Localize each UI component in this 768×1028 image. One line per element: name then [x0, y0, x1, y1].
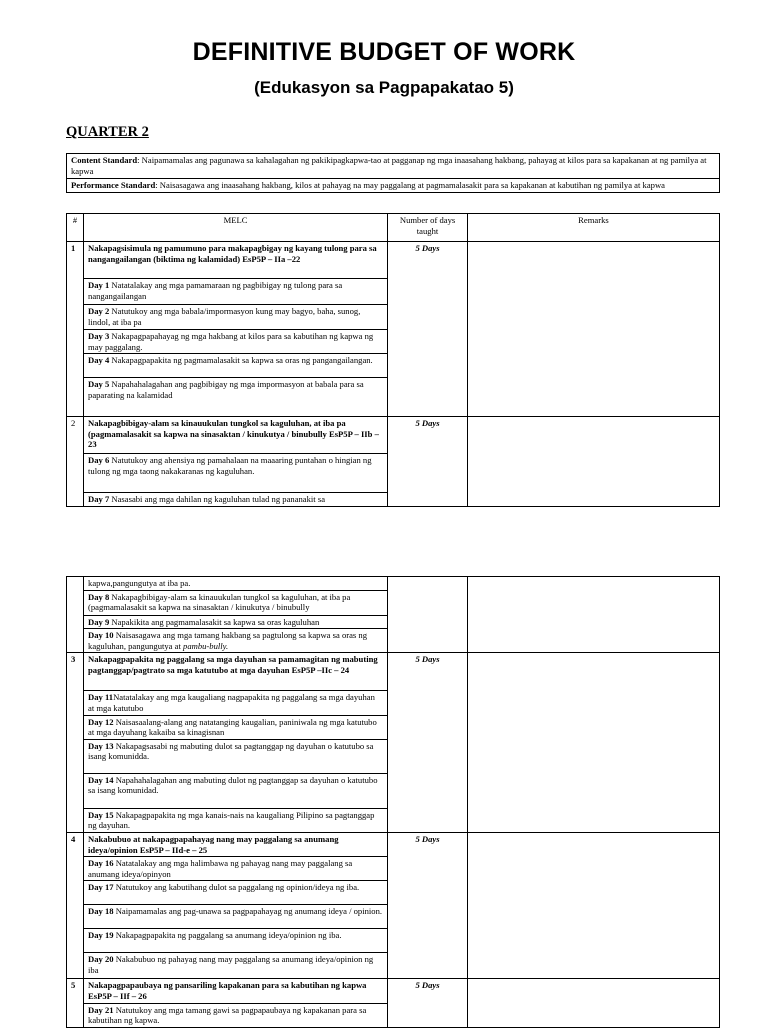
- day-row: Day 5 Napahahalagahan ang pagbibigay ng mga impormasyon at babala para sa paparating na kalamidad: [84, 378, 388, 417]
- day-row: Day 8 Nakapagbibigay-alam sa kinauukulan tungkol sa kaguluhan, at iba pa (pagmamalasakit sa kapwa na sinasaktan / kinukutya / binubully: [84, 590, 388, 615]
- day-row: Day 6 Natutukoy ang ahensiya ng pamahalaan na maaaring puntahan o hingian ng tulong ng mga taong nakakaranas ng kaguluhan.: [84, 454, 388, 493]
- day-row: Day 15 Nakapagpapakita ng mga kanais-nais na kaugaliang Pilipino sa pagtanggap ng dayuhan.: [84, 808, 388, 832]
- day-row: Day 20 Nakabubuo ng pahayag nang may paggalang sa anumang ideya/opinion ng iba: [84, 953, 388, 979]
- melc-title: Nakapagpapaubaya ng pansariling kapakanan para sa kabutihan ng kapwa EsP5P – IIf – 26: [84, 979, 388, 1003]
- melc-number: 4: [67, 832, 84, 978]
- melc-number: 3: [67, 653, 84, 833]
- melc-title: Nakapagsisimula ng pamumuno para makapagbigay ng kayang tulong para sa nangangailangan (biktima ng kalamidad) EsP5P – IIa –22: [84, 242, 388, 279]
- day-row: Day 4 Nakapagpapakita ng pagmamalasakit sa kapwa sa oras ng pangangailangan.: [84, 354, 388, 378]
- melc-title: Nakapagpapakita ng paggalang sa mga dayuhan sa pamamagitan ng mabuting pagtanggap/pagtrato sa mga katutubo at mga dayuhan EsP5P –IIc – 24: [84, 653, 388, 691]
- header-remarks: Remarks: [467, 214, 719, 242]
- performance-standard-label: Performance Standard: [71, 180, 156, 190]
- remarks-cell: [467, 242, 719, 417]
- budget-table-part1: [66, 213, 720, 507]
- continuation-text: kapwa,pangungutya at iba pa.: [84, 577, 388, 591]
- day-row: Day 14 Napahahalagahan ang mabuting dulot ng pagtanggap sa dayuhan o katutubo sa isang komunidad.: [84, 773, 388, 808]
- header-melc: MELC: [84, 214, 388, 242]
- day-row: Day 13 Nakapagsasabi ng mabuting dulot sa pagtanggap ng dayuhan o katutubo sa isang komunidda.: [84, 739, 388, 773]
- days-taught: 5 Days: [388, 832, 468, 978]
- day-row: Day 10 Naisasagawa ang mga tamang hakbang sa pagtulong sa kapwa sa oras ng kaguluhan, pangungutya at pambu-bully.: [84, 629, 388, 653]
- melc-number: 5: [67, 979, 84, 1027]
- content-standard-text: : Naipamamalas ang pagunawa sa kahalagahan ng pakikipagkapwa-tao at pagganap ng mga inaasahang hakbang, pahayag at kilos para sa kapakanan at ng pamilya at kapwa: [71, 155, 707, 176]
- melc-title: Nakabubuo at nakapagpapahayag nang may paggalang sa anumang ideya/opinion EsP5P – IId-e – 25: [84, 832, 388, 856]
- day-row: Day 7 Nasasabi ang mga dahilan ng kaguluhan tulad ng pananakit sa: [84, 493, 388, 507]
- day-row: Day 18 Naipamamalas ang pag-unawa sa pagpapahayag ng anumang ideya / opinion.: [84, 905, 388, 929]
- document-subtitle: (Edukasyon sa Pagpapakatao 5): [254, 78, 514, 97]
- day-row: Day 17 Natutukoy ang kabutihang dulot sa paggalang ng opinion/ideya ng iba.: [84, 881, 388, 905]
- performance-standard-text: : Naisasagawa ang inaasahang hakbang, kilos at pahayag na may paggalang at pagmamalasakit para sa kapakanan at kabutihan ng pamilya at kapwa: [155, 180, 665, 190]
- document-title: DEFINITIVE BUDGET OF WORK: [192, 38, 576, 66]
- remarks-cell: [467, 653, 719, 833]
- day-row: Day 9 Napakikita ang pagmamalasakit sa kapwa sa oras kaguluhan: [84, 615, 388, 629]
- content-standard-label: Content Standard: [71, 155, 138, 165]
- remarks-cell: [467, 417, 719, 507]
- performance-standard: [67, 179, 720, 193]
- day-row: Day 1 Natatalakay ang mga pamamaraan ng pagbibigay ng tulong para sa nangangailangan: [84, 279, 388, 305]
- day-row: Day 19 Nakapagpapakita ng paggalang sa anumang ideya/opinion ng iba.: [84, 929, 388, 953]
- remarks-cell: [467, 979, 719, 1027]
- melc-title: Nakapagbibigay-alam sa kinauukulan tungkol sa kaguluhan, at iba pa (pagmamalasakit sa kapwa na sinasaktan / kinukutya / binubully EsP5P – IIb – 23: [84, 417, 388, 454]
- remarks-cell: [467, 832, 719, 978]
- days-taught: 5 Days: [388, 979, 468, 1027]
- melc-number: 1: [67, 242, 84, 417]
- days-taught-cont: [388, 577, 468, 653]
- header-num: #: [67, 214, 84, 242]
- content-standard: [67, 154, 720, 179]
- day-row: Day 16 Natatalakay ang mga halimbawa ng pahayag nang may paggalang sa anumang ideya/opinyon: [84, 857, 388, 881]
- days-taught: 5 Days: [388, 653, 468, 833]
- day-row: Day 11Natatalakay ang mga kaugaliang nagpapakita ng paggalang sa mga dayuhan at mga katutubo: [84, 691, 388, 715]
- standards-box: [66, 153, 720, 193]
- quarter-heading: QUARTER 2: [66, 124, 149, 140]
- melc-number: 2: [67, 417, 84, 507]
- budget-table-part2: [66, 576, 720, 1028]
- days-taught: 5 Days: [388, 242, 468, 417]
- header-days: Number of days taught: [388, 214, 468, 242]
- day-row: Day 3 Nakapagpapahayag ng mga hakbang at kilos para sa kabutihan ng kapwa ng may paggalang.: [84, 330, 388, 354]
- days-taught: 5 Days: [388, 417, 468, 507]
- day-row: Day 21 Natutukoy ang mga tamang gawi sa pagpapaubaya ng kapakanan para sa kabutihan ng kapwa.: [84, 1003, 388, 1027]
- remarks-cell: [467, 577, 719, 653]
- melc-number-cont: [67, 577, 84, 653]
- day-row: Day 12 Naisasaalang-alang ang natatanging kaugalian, paniniwala ng mga katutubo at mga dayuhang kakaiba sa kinagisnan: [84, 715, 388, 739]
- day-row: Day 2 Natutukoy ang mga babala/impormasyon kung may bagyo, baha, sunog, lindol, at iba pa: [84, 305, 388, 330]
